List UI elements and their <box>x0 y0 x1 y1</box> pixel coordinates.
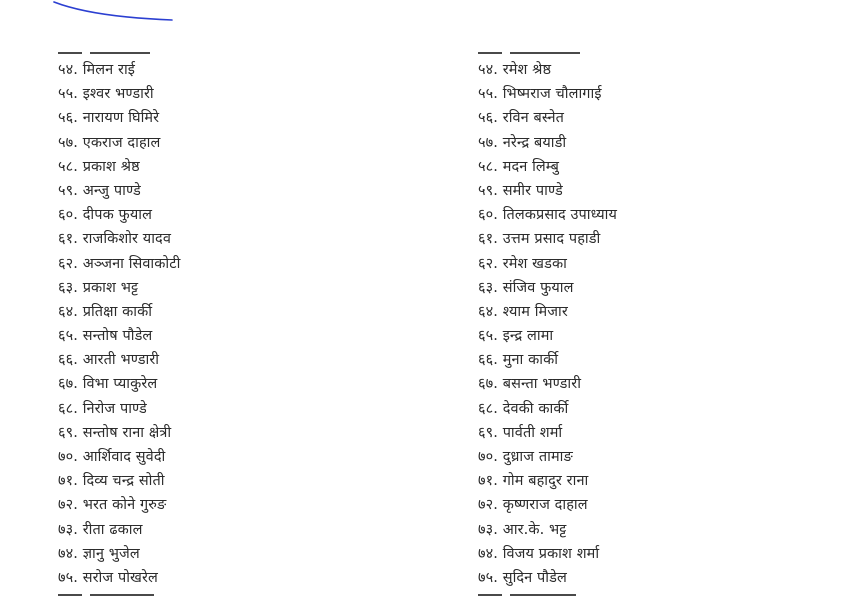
list-item: ७०. आर्शिवाद सुवेदी <box>58 449 166 465</box>
list-item: ७४. ज्ञानु भुजेल <box>58 545 140 562</box>
list-item: ७४. विजय प्रकाश शर्मा <box>478 545 600 562</box>
list-item: ६९. पार्वती शर्मा <box>478 424 563 441</box>
list-item: ६५. सन्तोष पौडेल <box>58 328 153 345</box>
list-item: ७३. रीता ढकाल <box>58 521 143 538</box>
list-item: ५७. एकराज दाहाल <box>58 134 161 151</box>
cropped-entry-bottom-left <box>58 591 168 599</box>
cropped-entry-top-left <box>58 44 168 56</box>
list-item: ६२. रमेश खडका <box>478 255 567 272</box>
list-item: ५४. रमेश श्रेष्ठ <box>478 62 552 78</box>
list-item: ५५. इश्वर भण्डारी <box>58 86 154 103</box>
list-item: ६३. प्रकाश भट्ट <box>58 279 139 296</box>
list-item: ६०. तिलकप्रसाद उपाध्याय <box>478 207 617 224</box>
list-item: ६४. प्रतिक्षा कार्की <box>58 303 153 320</box>
list-item: ५६. रविन बस्नेत <box>478 110 565 127</box>
pen-mark-stroke <box>50 0 180 26</box>
list-item: ५९. अन्जु पाण्डे <box>58 182 141 199</box>
list-item: ७५. सरोज पोखरेल <box>58 569 158 586</box>
list-item: ७३. आर.के. भट्ट <box>478 521 567 538</box>
list-item: ६५. इन्द्र लामा <box>478 328 554 345</box>
cropped-entry-top-right <box>478 44 588 56</box>
list-item: ७०. दुध्राज तामाङ <box>478 449 573 465</box>
list-item: ६४. श्याम मिजार <box>478 303 568 320</box>
list-item: ६७. विभा प्याकुरेल <box>58 376 158 393</box>
list-item: ५९. समीर पाण्डे <box>478 182 563 199</box>
name-list-left-column <box>58 58 180 590</box>
list-item: ५७. नरेन्द्र बयाडी <box>478 134 567 151</box>
list-item: ५५. भिष्मराज चौलागाई <box>478 86 602 103</box>
list-item: ५४. मिलन राई <box>58 62 136 78</box>
cropped-entry-bottom-right <box>478 591 588 599</box>
list-item: ७२. कृष्णराज दाहाल <box>478 497 588 514</box>
list-item: ५८. मदन लिम्बु <box>478 158 560 175</box>
list-item: ५६. नारायण घिमिरे <box>58 110 160 127</box>
list-item: ६६. आरती भण्डारी <box>58 352 160 369</box>
list-item: ७२. भरत कोने गुरुङ <box>58 497 167 514</box>
list-item: ६७. बसन्ता भण्डारी <box>478 376 582 393</box>
list-item: ६१. राजकिशोर यादव <box>58 231 172 248</box>
list-item: ६१. उत्तम प्रसाद पहाडी <box>478 231 601 248</box>
list-item: ६८. देवकी कार्की <box>478 400 569 417</box>
list-item: ६९. सन्तोष राना क्षेत्री <box>58 424 172 441</box>
list-item: ६८. निरोज पाण्डे <box>58 400 147 417</box>
list-item: ६६. मुना कार्की <box>478 352 559 369</box>
list-item: ६३. संजिव फुयाल <box>478 279 574 296</box>
list-item: ५८. प्रकाश श्रेष्ठ <box>58 158 140 175</box>
name-list-right-column <box>478 58 617 590</box>
list-item: ७१. दिव्य चन्द्र सोती <box>58 473 165 490</box>
list-item: ७१. गोम बहादुर राना <box>478 473 589 490</box>
list-item: ६२. अञ्जना सिवाकोटी <box>58 255 181 272</box>
list-item: ६०. दीपक फुयाल <box>58 207 153 224</box>
list-item: ७५. सुदिन पौडेल <box>478 569 567 586</box>
